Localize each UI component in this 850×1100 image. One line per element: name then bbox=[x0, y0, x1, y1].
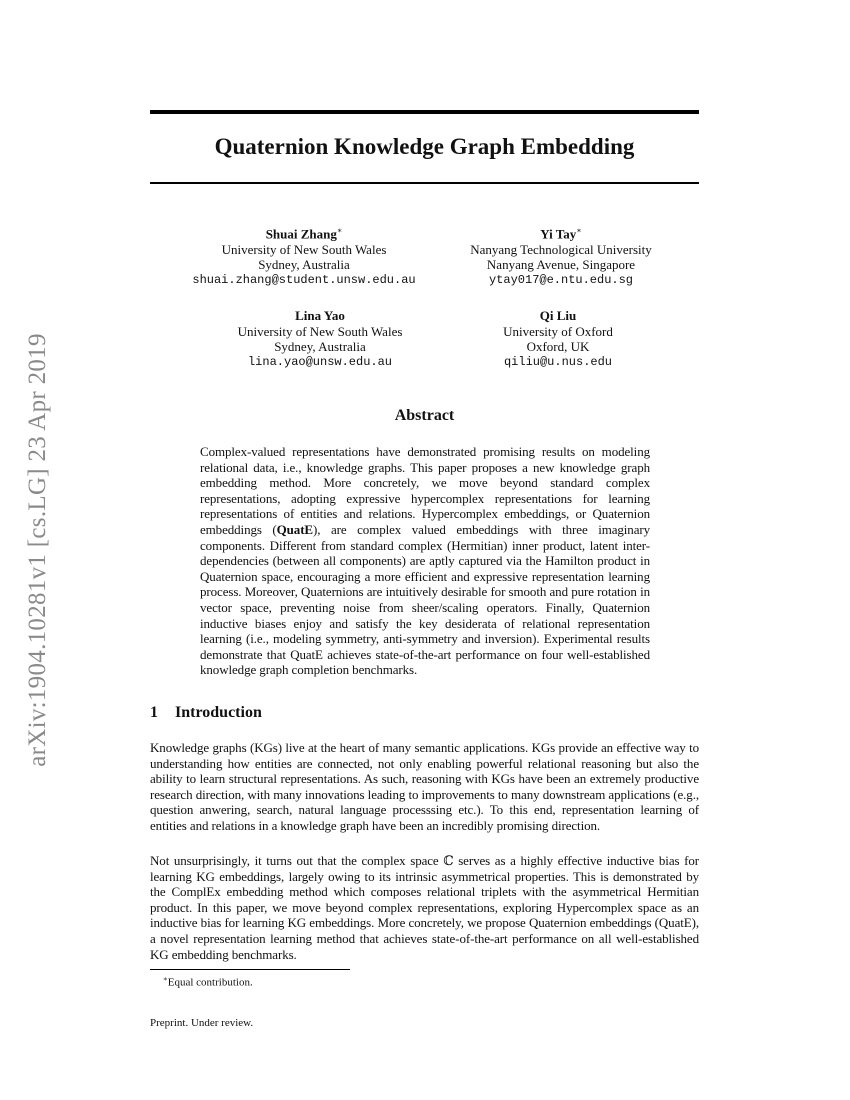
title-top-rule bbox=[150, 110, 699, 114]
preprint-notice: Preprint. Under review. bbox=[150, 1017, 254, 1029]
arxiv-identifier-stamp: arXiv:1904.10281v1 [cs.LG] 23 Apr 2019 bbox=[24, 333, 51, 767]
author-location: Nanyang Avenue, Singapore bbox=[486, 257, 636, 273]
equal-contribution-mark: ∗ bbox=[576, 226, 582, 235]
quate-bold-term: QuatE bbox=[276, 521, 313, 537]
section-heading-introduction bbox=[150, 704, 262, 722]
author-email[interactable]: ytay017@e.ntu.edu.sg bbox=[488, 272, 634, 287]
intro-paragraph-1: Knowledge graphs (KGs) live at the heart of many semantic applications. KGs provide an effective way to understanding how entities are connected, not only enabling powerful relational reasoning but also the ability to learn structural representations. As such, reasoning with KGs have been an extremely productive research direction, with many innovations leading to improvements to many downstream applications (e.g., question anwering, search, natural language processsing etc.). To this end, representation learning of entities and relations in a knowledge graph have been an incredibly promising direction. bbox=[150, 740, 699, 833]
footnote-mark: ∗ bbox=[163, 975, 168, 983]
author-location: Oxford, UK bbox=[526, 339, 590, 354]
footnote-text: Equal contribution. bbox=[167, 976, 253, 989]
abstract-heading: Abstract bbox=[394, 407, 455, 424]
author-block-lina-yao bbox=[238, 308, 403, 370]
author-location: Sydney, Australia bbox=[274, 339, 366, 354]
abstract-text-part: Complex-valued representations have demonstrated promising results on modeling relational data, i.e., knowledge graphs. This paper proposes a new knowledge graph embedding method. More concretely, we move beyond standard complex representations, adopting expressive hypercomplex representations for learning representations of entities and relations. Hypercomplex embeddings, or Quaternion embeddings ( bbox=[200, 444, 650, 537]
footnote bbox=[163, 975, 253, 989]
section-number: 1 bbox=[150, 704, 158, 721]
author-block-yi-tay bbox=[470, 223, 652, 288]
section-title: Introduction bbox=[175, 704, 262, 721]
abstract-text-part: ), are complex valued embeddings with three imaginary components. Different from standard complex (Hermitian) inner product, latent inter-dependencies (between all components) are aptly captured via the Hamilton product in Quaternion space, encouraging a more efficient and expressive representation learning process. Moreover, Quaternions are intuitively desirable for smooth and pure rotation in vector space, preventing noise from sheer/scaling operators. Finally, Quaternion inductive biases enjoy and satisfy the key desiderata of relational representation learning (i.e., modeling symmetry, anti-symmetry and inversion). Experimental results demonstrate that QuatE achieves state-of-the-art performance on four well-established knowledge graph completion benchmarks. bbox=[200, 521, 651, 678]
abstract-text bbox=[200, 444, 650, 678]
author-affiliation: University of New South Wales bbox=[237, 323, 403, 339]
equal-contribution-mark: ∗ bbox=[336, 226, 343, 235]
paper-title: Quaternion Knowledge Graph Embedding bbox=[214, 134, 635, 159]
footnote-rule bbox=[150, 969, 350, 970]
author-email[interactable]: lina.yao@unsw.edu.au bbox=[247, 354, 393, 369]
author-name: Yi Tay bbox=[540, 226, 577, 242]
author-block-shuai-zhang bbox=[192, 223, 415, 288]
author-affiliation: Nanyang Technological University bbox=[470, 241, 652, 257]
author-email[interactable]: shuai.zhang@student.unsw.edu.au bbox=[192, 272, 416, 287]
author-name: Lina Yao bbox=[295, 308, 345, 323]
intro-paragraph-2: Not unsurprisingly, it turns out that the complex space ℂ serves as a highly effective inductive bias for learning KG embeddings, largely owing to its intrinsic asymmetrical properties. This is demonstrated by the ComplEx embedding method which composes relational triplets with the asymmetrical Hermitian product. In this paper, we move beyond complex representations, exploring Hypercomplex space as an inductive bias for learning KG embeddings. More concretely, we propose Quaternion embeddings (QuatE), a novel representation learning method that achieves state-of-the-art performance on all well-established KG embedding benchmarks. bbox=[150, 853, 699, 962]
author-location: Sydney, Australia bbox=[258, 257, 350, 273]
author-name: Shuai Zhang bbox=[265, 226, 337, 242]
author-affiliation: University of New South Wales bbox=[221, 241, 387, 257]
author-block-qi-liu bbox=[503, 308, 613, 370]
title-bottom-rule bbox=[150, 182, 699, 184]
author-email[interactable]: qiliu@u.nus.edu bbox=[503, 354, 613, 369]
author-name: Qi Liu bbox=[539, 308, 577, 323]
author-affiliation: University of Oxford bbox=[503, 323, 613, 339]
